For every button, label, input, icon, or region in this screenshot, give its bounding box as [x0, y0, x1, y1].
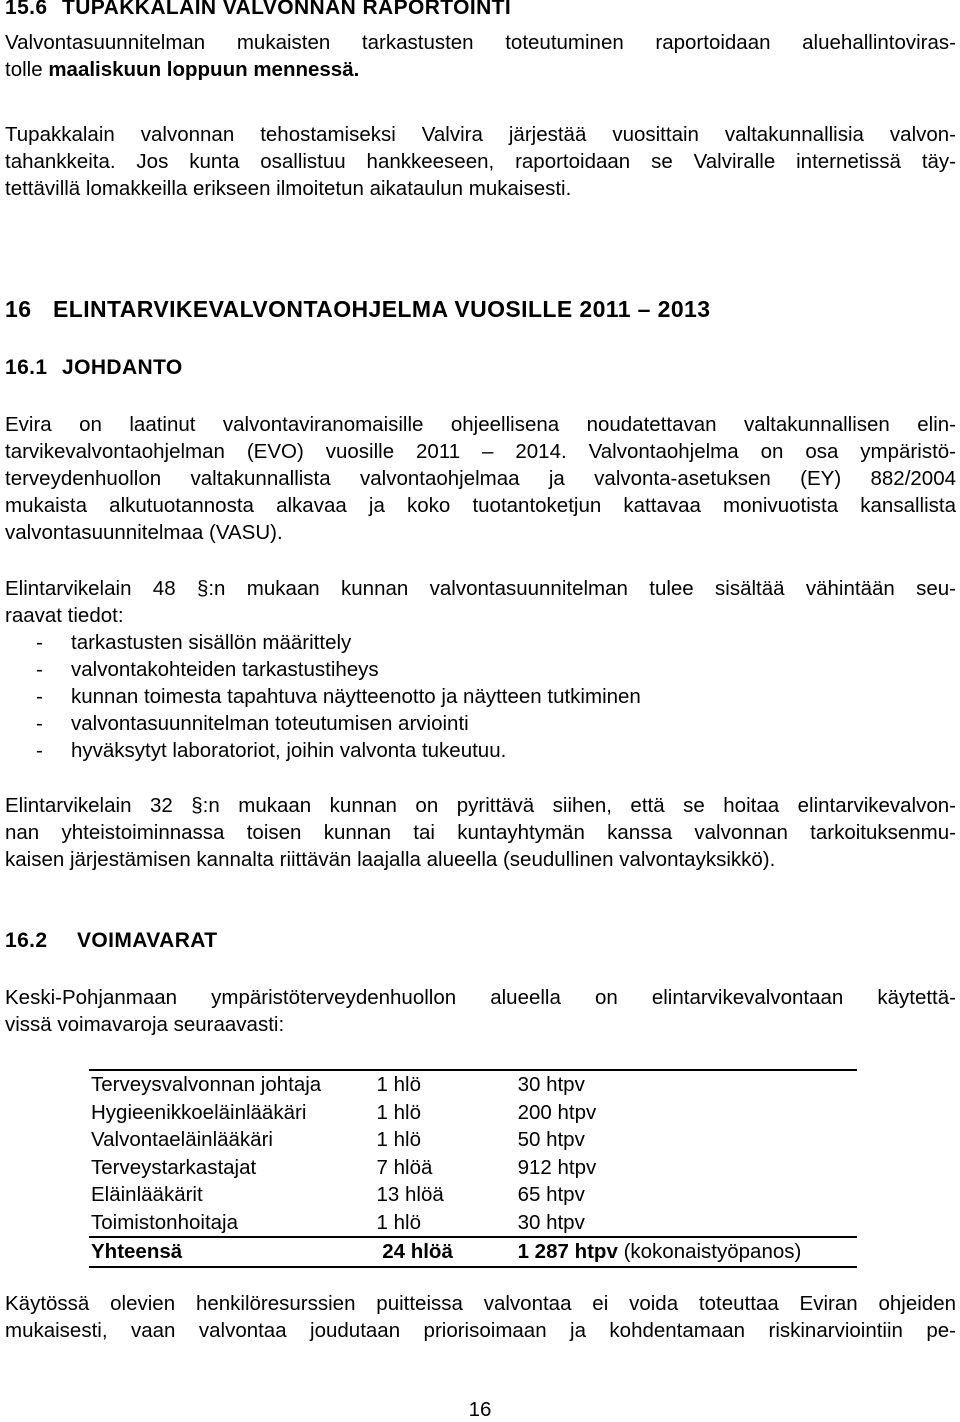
paragraph	[5, 121, 956, 202]
persons-cell: 13 hlöä	[376, 1183, 444, 1207]
paragraph	[5, 29, 956, 83]
list-dash: -	[36, 685, 43, 708]
persons-cell: 1 hlö	[376, 1210, 421, 1234]
total-label-cell: Yhteensä	[89, 1237, 375, 1267]
list-item	[5, 683, 641, 710]
text-line: vissä voimavaroja seuraavasti:	[5, 1013, 285, 1036]
list-dash: -	[36, 712, 43, 735]
paragraph	[5, 984, 956, 1038]
section-heading-15-6	[5, 0, 511, 20]
table-total-row	[89, 1237, 857, 1267]
persons-cell: 1 hlö	[375, 1070, 516, 1099]
list-dash: -	[36, 739, 43, 762]
role-cell: Eläinlääkärit	[91, 1183, 203, 1207]
chapter-title: ELINTARVIKEVALVONTAOHJELMA VUOSILLE 2011 – 2013	[53, 296, 711, 322]
section-number: 16.1	[5, 356, 48, 379]
list-dash: -	[36, 631, 43, 654]
page-number: 16	[468, 1398, 492, 1421]
total-days: 1 287 htpv	[517, 1240, 618, 1264]
list-item	[5, 629, 641, 656]
text-line: tahankkeita. Jos kunta osallistuu hankkeeseen, raportoidaan se Valviralle internetissä täy-	[5, 150, 956, 173]
resources-table	[89, 1069, 857, 1268]
list-item	[5, 656, 641, 683]
table-row	[89, 1070, 857, 1099]
text-line: Elintarvikelain 32 §:n mukaan kunnan on pyrittävä siihen, että se hoitaa elintarvikevalvon-	[5, 794, 956, 817]
total-persons-cell	[375, 1237, 516, 1267]
total-days-cell	[516, 1237, 857, 1267]
table-row	[89, 1099, 857, 1127]
persons-cell: 1 hlö	[376, 1128, 421, 1152]
list-item-text: kunnan toimesta tapahtuva näytteenotto ja näytteen tutkiminen	[71, 685, 641, 708]
requirements-list	[5, 629, 641, 764]
persons-cell: 7 hlöä	[376, 1155, 433, 1179]
days-cell: 65 htpv	[517, 1183, 585, 1207]
text-line: mukaista alkutuotannosta alkavaa ja koko tuotantoketjun kattavaa monivuotista kansallista	[5, 494, 956, 517]
table-row	[89, 1126, 857, 1154]
paragraph	[5, 792, 956, 873]
persons-cell: 1 hlö	[376, 1100, 421, 1124]
text-line: kaisen järjestämisen kannalta riittävän laajalla alueella (seudullinen valvontayksikkö).	[5, 848, 776, 871]
list-item	[5, 737, 641, 764]
list-dash: -	[36, 658, 43, 681]
list-item-text: valvontakohteiden tarkastustiheys	[71, 658, 379, 681]
text-line: raavat tiedot:	[5, 604, 124, 627]
text-line	[5, 56, 956, 83]
role-cell: Toimistonhoitaja	[91, 1210, 238, 1234]
total-note: (kokonaistyöpanos)	[623, 1240, 802, 1264]
role-cell: Valvontaeläinlääkäri	[91, 1128, 273, 1152]
role-cell: Terveystarkastajat	[91, 1155, 257, 1179]
list-item	[5, 710, 641, 737]
section-number: 16.2	[5, 929, 48, 952]
paragraph	[5, 411, 956, 546]
section-title: TUPAKKALAIN VALVONNAN RAPORTOINTI	[62, 0, 512, 19]
text-line: Keski-Pohjanmaan ympäristöterveydenhuollon alueella on elintarvikevalvontaan käytettä-	[5, 986, 956, 1009]
days-cell: 912 htpv	[517, 1155, 597, 1179]
section-heading-16-1	[5, 356, 183, 380]
days-cell: 200 htpv	[517, 1100, 597, 1124]
chapter-heading-16	[5, 296, 710, 323]
paragraph	[5, 1290, 956, 1344]
text-line: Elintarvikelain 48 §:n mukaan kunnan valvontasuunnitelman tulee sisältää vähintään seu-	[5, 577, 956, 600]
text-line: nan yhteistoiminnassa toisen kunnan tai kuntayhtymän kanssa valvonnan tarkoituksenmu-	[5, 821, 956, 844]
days-cell: 50 htpv	[517, 1128, 585, 1152]
text-segment: tolle	[5, 58, 43, 81]
table-row	[89, 1154, 857, 1182]
role-cell: Hygieenikkoeläinlääkäri	[91, 1100, 307, 1124]
list-item-text: tarkastusten sisällön määrittely	[71, 631, 352, 654]
section-number: 15.6	[5, 0, 48, 19]
text-line: terveydenhuollon valtakunnallista valvontaohjelmaa ja valvonta-asetuksen (EY) 882/2004	[5, 467, 956, 490]
days-cell: 30 htpv	[517, 1210, 585, 1234]
text-line: tarvikevalvontaohjelman (EVO) vuosille 2011 – 2014. Valvontaohjelma on osa ympäristö-	[5, 440, 956, 463]
text-line: Käytössä olevien henkilöresurssien puitteissa valvontaa ei voida toteuttaa Eviran ohjeiden	[5, 1292, 956, 1315]
text-line: Evira on laatinut valvontaviranomaisille ohjeellisena noudatettavan valtakunnallisen elin-	[5, 413, 956, 436]
table-row	[89, 1209, 857, 1238]
section-heading-16-2	[5, 929, 218, 953]
list-item-text: hyväksytyt laboratoriot, joihin valvonta tukeutuu.	[71, 739, 507, 762]
section-title: VOIMAVARAT	[77, 929, 218, 952]
text-line: valvontasuunnitelmaa (VASU).	[5, 521, 283, 544]
days-cell: 30 htpv	[516, 1070, 857, 1099]
total-persons: 24 hlöä	[382, 1240, 453, 1264]
text-line: Tupakkalain valvonnan tehostamiseksi Valvira järjestää vuosittain valtakunnallisia valvon-	[5, 123, 956, 146]
list-item-text: valvontasuunnitelman toteutumisen arviointi	[71, 712, 469, 735]
emphasized-text: maaliskuun loppuun mennessä.	[48, 58, 360, 81]
section-title: JOHDANTO	[62, 356, 183, 379]
text-line: Valvontasuunnitelman mukaisten tarkastusten toteutuminen raportoidaan aluehallintoviras-	[5, 31, 956, 54]
paragraph	[5, 575, 956, 629]
text-line: tettävillä lomakkeilla erikseen ilmoitetun aikataulun mukaisesti.	[5, 177, 572, 200]
text-line: mukaisesti, vaan valvontaa joudutaan priorisoimaan ja kohdentamaan riskinarviointiin pe-	[5, 1319, 956, 1342]
chapter-number: 16	[5, 296, 32, 322]
role-cell: Terveysvalvonnan johtaja	[89, 1070, 375, 1099]
table-row	[89, 1181, 857, 1209]
